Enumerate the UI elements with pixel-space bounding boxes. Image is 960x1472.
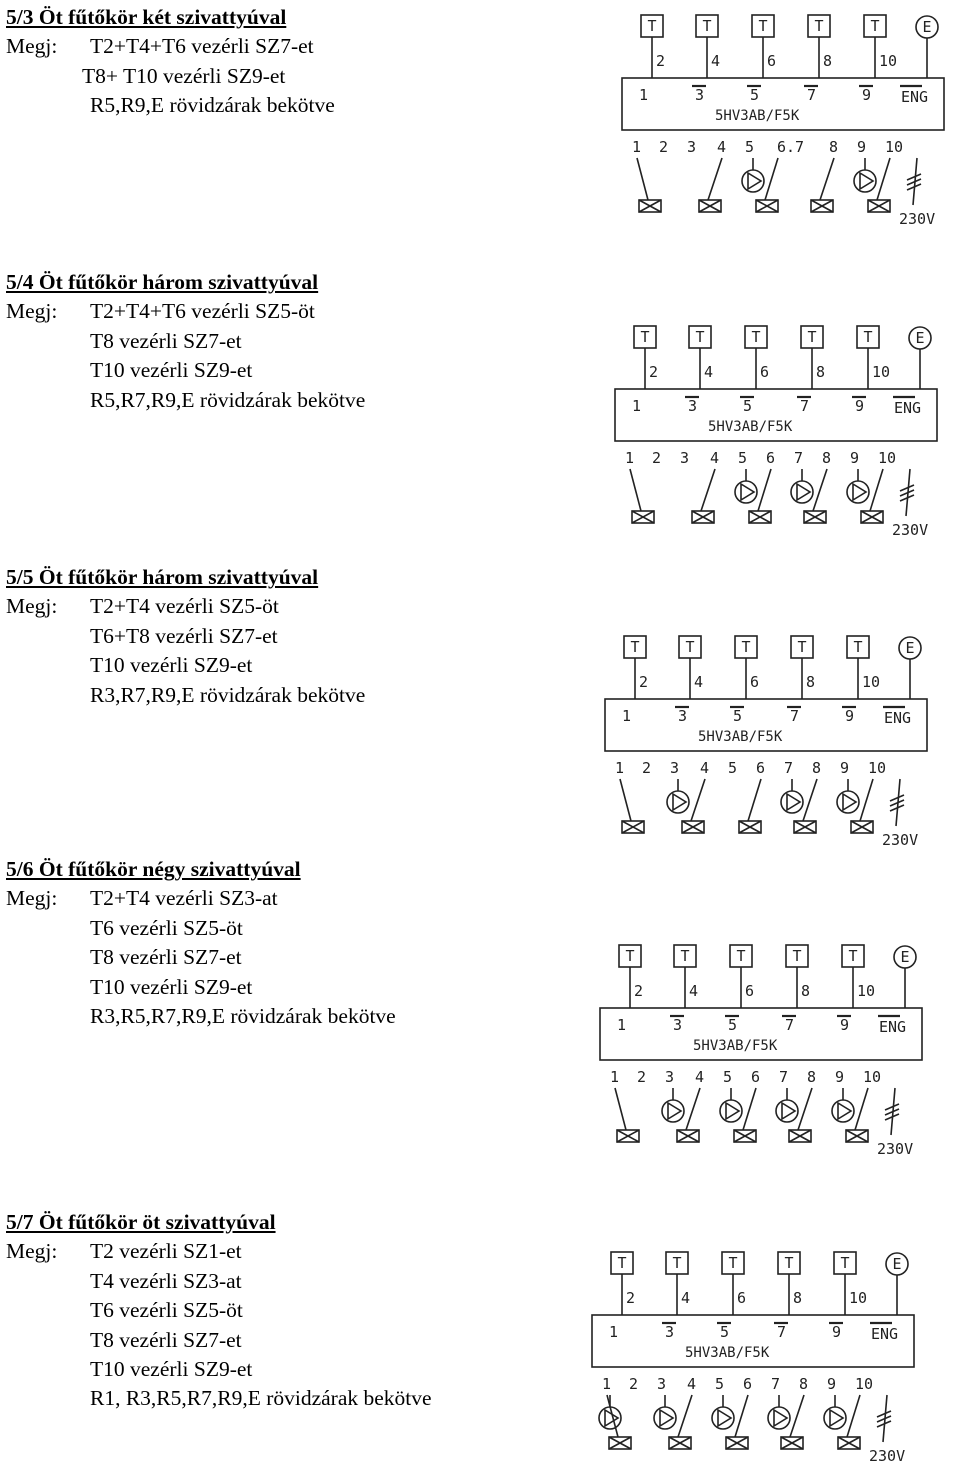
section-5-7 xyxy=(0,1205,960,1472)
pump-symbol-icon xyxy=(860,173,873,189)
wiring-diagram xyxy=(587,1247,917,1465)
mid-terminal-label: 1 xyxy=(632,397,642,415)
ground-wire xyxy=(686,1088,700,1130)
mid-terminal-label: 9 xyxy=(855,397,865,415)
bottom-terminal-label: 8 xyxy=(822,449,832,467)
bottom-terminal-label: 7 xyxy=(784,759,794,777)
note-line: T10 vezérli SZ9-et xyxy=(90,974,253,999)
bottom-terminal-label: 4 xyxy=(700,759,710,777)
top-terminal-label: 4 xyxy=(681,1289,691,1307)
mid-terminal-label: 5 xyxy=(728,1016,738,1034)
bottom-terminal-label: 6.7 xyxy=(777,138,805,156)
sensor-label: T xyxy=(736,947,746,965)
pump-symbol-icon xyxy=(774,1410,787,1426)
ground-wire xyxy=(790,1395,804,1437)
voltage-label: 230V xyxy=(892,521,929,539)
top-terminal-label: 6 xyxy=(750,673,760,691)
top-terminal-label: 6 xyxy=(767,52,777,70)
ground-wire xyxy=(758,469,771,511)
note-line: T8 vezérli SZ7-et xyxy=(90,1327,242,1352)
bottom-terminal-label: 8 xyxy=(807,1068,817,1086)
sensor-label: T xyxy=(848,947,858,965)
mid-terminal-label: 3 xyxy=(673,1016,683,1034)
megj-label: Megj: xyxy=(6,1239,58,1264)
note-line: T4 vezérli SZ3-at xyxy=(90,1268,242,1293)
eng-label: ENG xyxy=(901,88,929,106)
top-terminal-label: 2 xyxy=(634,982,644,1000)
pump-symbol-icon xyxy=(718,1410,731,1426)
mid-terminal-label: 9 xyxy=(845,707,855,725)
bottom-terminal-label: 4 xyxy=(687,1375,697,1393)
megj-label: Megj: xyxy=(6,34,58,59)
section-text xyxy=(6,1208,432,1414)
ground-wire xyxy=(748,779,761,821)
note-text: T2+T4+T6 vezérli SZ5-öt xyxy=(90,299,315,324)
ground-wire xyxy=(870,469,883,511)
sensor-label: T xyxy=(640,328,650,346)
megj-label: Megj: xyxy=(6,886,58,911)
ground-wire xyxy=(678,1395,692,1437)
bottom-terminal-label: 9 xyxy=(857,138,867,156)
top-terminal-label: 10 xyxy=(862,673,881,691)
ground-wire xyxy=(847,1395,860,1437)
note-text: T2 vezérli SZ1-et xyxy=(90,1239,242,1264)
bottom-terminal-label: 3 xyxy=(680,449,690,467)
wiring-diagram xyxy=(617,10,947,228)
top-terminal-label: 8 xyxy=(806,673,816,691)
mid-terminal-label: 1 xyxy=(622,707,632,725)
ground-wire xyxy=(620,779,631,821)
pump-symbol-icon xyxy=(797,484,810,500)
bottom-terminal-label: 3 xyxy=(657,1375,667,1393)
ground-wire xyxy=(855,1088,868,1130)
mid-terminal-label: 7 xyxy=(777,1323,787,1341)
note-line: T8+ T10 vezérli SZ9-et xyxy=(82,63,286,88)
pump-symbol-icon xyxy=(782,1103,795,1119)
note-line: R3,R5,R7,R9,E rövidzárak bekötve xyxy=(90,1004,396,1029)
sensor-label: T xyxy=(751,328,761,346)
megj-label: Megj: xyxy=(6,594,58,619)
ground-wire xyxy=(615,1088,626,1130)
pump-symbol-icon xyxy=(741,484,754,500)
ground-wire xyxy=(860,779,873,821)
mid-terminal-label: 9 xyxy=(862,86,872,104)
bottom-terminal-label: 4 xyxy=(695,1068,705,1086)
section-title: 5/3 Öt fűtőkör két szivattyúval xyxy=(6,5,287,29)
e-terminal-label: E xyxy=(900,948,910,966)
sensor-label: T xyxy=(695,328,705,346)
note-line xyxy=(6,297,365,326)
bottom-terminal-label: 10 xyxy=(863,1068,882,1086)
section-text xyxy=(6,268,365,415)
bottom-terminal-label: 10 xyxy=(885,138,904,156)
ground-wire xyxy=(607,1395,618,1437)
section-title: 5/5 Öt fűtőkör három szivattyúval xyxy=(6,565,319,589)
bottom-terminal-label: 8 xyxy=(799,1375,809,1393)
mid-terminal-label: 1 xyxy=(609,1323,619,1341)
bottom-terminal-label: 7 xyxy=(794,449,804,467)
sensor-label: T xyxy=(840,1254,850,1272)
mid-terminal-label: 7 xyxy=(785,1016,795,1034)
mid-terminal-label: 5 xyxy=(720,1323,730,1341)
mid-terminal-label: 3 xyxy=(678,707,688,725)
bottom-terminal-label: 5 xyxy=(745,138,755,156)
eng-label: ENG xyxy=(894,399,922,417)
bottom-terminal-label: 4 xyxy=(710,449,720,467)
bottom-terminal-label: 1 xyxy=(610,1068,620,1086)
top-terminal-label: 4 xyxy=(689,982,699,1000)
pump-symbol-icon xyxy=(748,173,761,189)
note-line: T6+T8 vezérli SZ7-et xyxy=(90,623,278,648)
pump-symbol-icon xyxy=(853,484,866,500)
note-line: R1, R3,R5,R7,R9,E rövidzárak bekötve xyxy=(90,1386,432,1411)
top-terminal-label: 2 xyxy=(639,673,649,691)
sensor-label: T xyxy=(702,17,712,35)
sensor-label: T xyxy=(797,638,807,656)
note-line: T8 vezérli SZ7-et xyxy=(90,328,242,353)
bottom-terminal-label: 3 xyxy=(665,1068,675,1086)
section-text xyxy=(6,563,365,710)
bottom-terminal-label: 3 xyxy=(670,759,680,777)
note-line xyxy=(6,592,365,621)
sensor-label: T xyxy=(807,328,817,346)
top-terminal-label: 4 xyxy=(711,52,721,70)
bottom-terminal-label: 8 xyxy=(812,759,822,777)
megj-label: Megj: xyxy=(6,299,58,324)
sensor-label: T xyxy=(680,947,690,965)
ground-wire xyxy=(743,1088,756,1130)
note-line xyxy=(6,1237,432,1266)
voltage-label: 230V xyxy=(882,831,919,849)
note-line xyxy=(6,32,335,61)
bottom-terminal-label: 2 xyxy=(629,1375,639,1393)
pump-symbol-icon xyxy=(830,1410,843,1426)
bottom-terminal-label: 8 xyxy=(829,138,839,156)
pump-symbol-icon xyxy=(838,1103,851,1119)
note-line: T10 vezérli SZ9-et xyxy=(90,653,253,678)
section-title: 5/6 Öt fűtőkör négy szivattyúval xyxy=(6,857,301,881)
diagram-svg xyxy=(617,10,947,228)
sensor-label: T xyxy=(672,1254,682,1272)
bottom-terminal-label: 1 xyxy=(602,1375,612,1393)
note-text: T2+T4 vezérli SZ5-öt xyxy=(90,594,279,619)
voltage-label: 230V xyxy=(899,210,936,228)
top-terminal-label: 8 xyxy=(816,363,826,381)
diagram-svg xyxy=(600,631,930,849)
mid-terminal-label: 5 xyxy=(733,707,743,725)
top-terminal-label: 8 xyxy=(823,52,833,70)
wiring-diagram xyxy=(600,631,930,849)
top-terminal-label: 6 xyxy=(737,1289,747,1307)
diagram-svg xyxy=(595,940,925,1158)
sensor-label: T xyxy=(863,328,873,346)
e-terminal-label: E xyxy=(892,1255,902,1273)
sensor-label: T xyxy=(685,638,695,656)
section-5-6 xyxy=(0,855,960,1165)
bottom-terminal-label: 2 xyxy=(637,1068,647,1086)
note-line: T8 vezérli SZ7-et xyxy=(90,945,242,970)
top-terminal-label: 4 xyxy=(694,673,704,691)
top-terminal-label: 6 xyxy=(745,982,755,1000)
top-terminal-label: 10 xyxy=(879,52,898,70)
diagram-svg xyxy=(610,321,940,539)
bottom-terminal-label: 9 xyxy=(835,1068,845,1086)
note-line: T10 vezérli SZ9-et xyxy=(90,1357,253,1382)
mid-terminal-label: 7 xyxy=(790,707,800,725)
ground-wire xyxy=(735,1395,748,1437)
sensor-label: T xyxy=(870,17,880,35)
section-text xyxy=(6,855,396,1031)
top-terminal-label: 10 xyxy=(857,982,876,1000)
mid-terminal-label: 1 xyxy=(639,86,649,104)
ground-wire xyxy=(630,469,641,511)
eng-label: ENG xyxy=(884,709,912,727)
note-line: R5,R7,R9,E rövidzárak bekötve xyxy=(90,387,366,412)
top-terminal-label: 10 xyxy=(872,363,891,381)
bottom-terminal-label: 7 xyxy=(771,1375,781,1393)
bottom-terminal-label: 2 xyxy=(652,449,662,467)
diagram-svg xyxy=(587,1247,917,1465)
bottom-terminal-label: 2 xyxy=(642,759,652,777)
top-terminal-label: 10 xyxy=(849,1289,868,1307)
bottom-terminal-label: 5 xyxy=(723,1068,733,1086)
top-terminal-label: 2 xyxy=(656,52,666,70)
sensor-label: T xyxy=(617,1254,627,1272)
chip-label: 5HV3AB/F5K xyxy=(715,108,800,124)
bottom-terminal-label: 10 xyxy=(868,759,887,777)
pump-symbol-icon xyxy=(673,794,686,810)
sensor-label: T xyxy=(625,947,635,965)
ground-wire xyxy=(637,158,648,200)
section-5-3 xyxy=(0,0,960,230)
mid-terminal-label: 5 xyxy=(750,86,760,104)
bottom-terminal-label: 10 xyxy=(855,1375,874,1393)
section-title: 5/7 Öt fűtőkör öt szivattyúval xyxy=(6,1210,276,1234)
note-line: R3,R7,R9,E rövidzárak bekötve xyxy=(90,682,366,707)
note-line: T6 vezérli SZ5-öt xyxy=(90,1298,243,1323)
sensor-label: T xyxy=(792,947,802,965)
e-terminal-label: E xyxy=(915,329,925,347)
sensor-label: T xyxy=(784,1254,794,1272)
top-terminal-label: 8 xyxy=(801,982,811,1000)
section-title: 5/4 Öt fűtőkör három szivattyúval xyxy=(6,270,319,294)
bottom-terminal-label: 2 xyxy=(659,138,669,156)
sensor-label: T xyxy=(630,638,640,656)
pump-symbol-icon xyxy=(668,1103,681,1119)
pump-symbol-icon xyxy=(787,794,800,810)
sensor-label: T xyxy=(853,638,863,656)
chip-label: 5HV3AB/F5K xyxy=(708,419,793,435)
section-5-4 xyxy=(0,265,960,545)
note-line: T10 vezérli SZ9-et xyxy=(90,358,253,383)
bottom-terminal-label: 9 xyxy=(850,449,860,467)
bottom-terminal-label: 3 xyxy=(687,138,697,156)
ground-wire xyxy=(798,1088,812,1130)
bottom-terminal-label: 1 xyxy=(625,449,635,467)
eng-label: ENG xyxy=(879,1018,907,1036)
ground-wire xyxy=(701,469,715,511)
sensor-label: T xyxy=(758,17,768,35)
note-line: T6 vezérli SZ5-öt xyxy=(90,915,243,940)
chip-label: 5HV3AB/F5K xyxy=(685,1345,770,1361)
bottom-terminal-label: 6 xyxy=(756,759,766,777)
top-terminal-label: 2 xyxy=(626,1289,636,1307)
pump-symbol-icon xyxy=(843,794,856,810)
voltage-label: 230V xyxy=(869,1447,906,1465)
ground-wire xyxy=(691,779,705,821)
bottom-terminal-label: 5 xyxy=(738,449,748,467)
voltage-label: 230V xyxy=(877,1140,914,1158)
mid-terminal-label: 9 xyxy=(840,1016,850,1034)
mid-terminal-label: 9 xyxy=(832,1323,842,1341)
bottom-terminal-label: 7 xyxy=(779,1068,789,1086)
sensor-label: T xyxy=(741,638,751,656)
mid-terminal-label: 3 xyxy=(688,397,698,415)
bottom-terminal-label: 9 xyxy=(840,759,850,777)
top-terminal-label: 2 xyxy=(649,363,659,381)
note-text: T2+T4 vezérli SZ3-at xyxy=(90,886,278,911)
mid-terminal-label: 7 xyxy=(807,86,817,104)
ground-wire xyxy=(877,158,890,200)
bottom-terminal-label: 9 xyxy=(827,1375,837,1393)
ground-wire xyxy=(820,158,834,200)
wiring-diagram xyxy=(610,321,940,539)
mid-terminal-label: 1 xyxy=(617,1016,627,1034)
top-terminal-label: 4 xyxy=(704,363,714,381)
ground-wire xyxy=(708,158,722,200)
sensor-label: T xyxy=(647,17,657,35)
bottom-terminal-label: 1 xyxy=(632,138,642,156)
mid-terminal-label: 5 xyxy=(743,397,753,415)
e-terminal-label: E xyxy=(905,639,915,657)
pump-symbol-icon xyxy=(660,1410,673,1426)
mid-terminal-label: 7 xyxy=(800,397,810,415)
mid-terminal-label: 3 xyxy=(665,1323,675,1341)
bottom-terminal-label: 4 xyxy=(717,138,727,156)
ground-wire xyxy=(803,779,817,821)
top-terminal-label: 8 xyxy=(793,1289,803,1307)
bottom-terminal-label: 5 xyxy=(715,1375,725,1393)
bottom-terminal-label: 6 xyxy=(766,449,776,467)
bottom-terminal-label: 1 xyxy=(615,759,625,777)
bottom-terminal-label: 6 xyxy=(751,1068,761,1086)
mid-terminal-label: 3 xyxy=(695,86,705,104)
ground-wire xyxy=(813,469,827,511)
top-terminal-label: 6 xyxy=(760,363,770,381)
chip-label: 5HV3AB/F5K xyxy=(693,1038,778,1054)
section-text xyxy=(6,3,335,121)
bottom-terminal-label: 5 xyxy=(728,759,738,777)
sensor-label: T xyxy=(728,1254,738,1272)
ground-wire xyxy=(765,158,778,200)
section-5-5 xyxy=(0,560,960,850)
note-line: R5,R9,E rövidzárak bekötve xyxy=(90,93,335,118)
wiring-diagram xyxy=(595,940,925,1158)
bottom-terminal-label: 10 xyxy=(878,449,897,467)
pump-symbol-icon xyxy=(726,1103,739,1119)
sensor-label: T xyxy=(814,17,824,35)
bottom-terminal-label: 6 xyxy=(743,1375,753,1393)
note-text: T2+T4+T6 vezérli SZ7-et xyxy=(90,34,314,59)
note-line xyxy=(6,884,396,913)
chip-label: 5HV3AB/F5K xyxy=(698,729,783,745)
eng-label: ENG xyxy=(871,1325,899,1343)
e-terminal-label: E xyxy=(922,18,932,36)
